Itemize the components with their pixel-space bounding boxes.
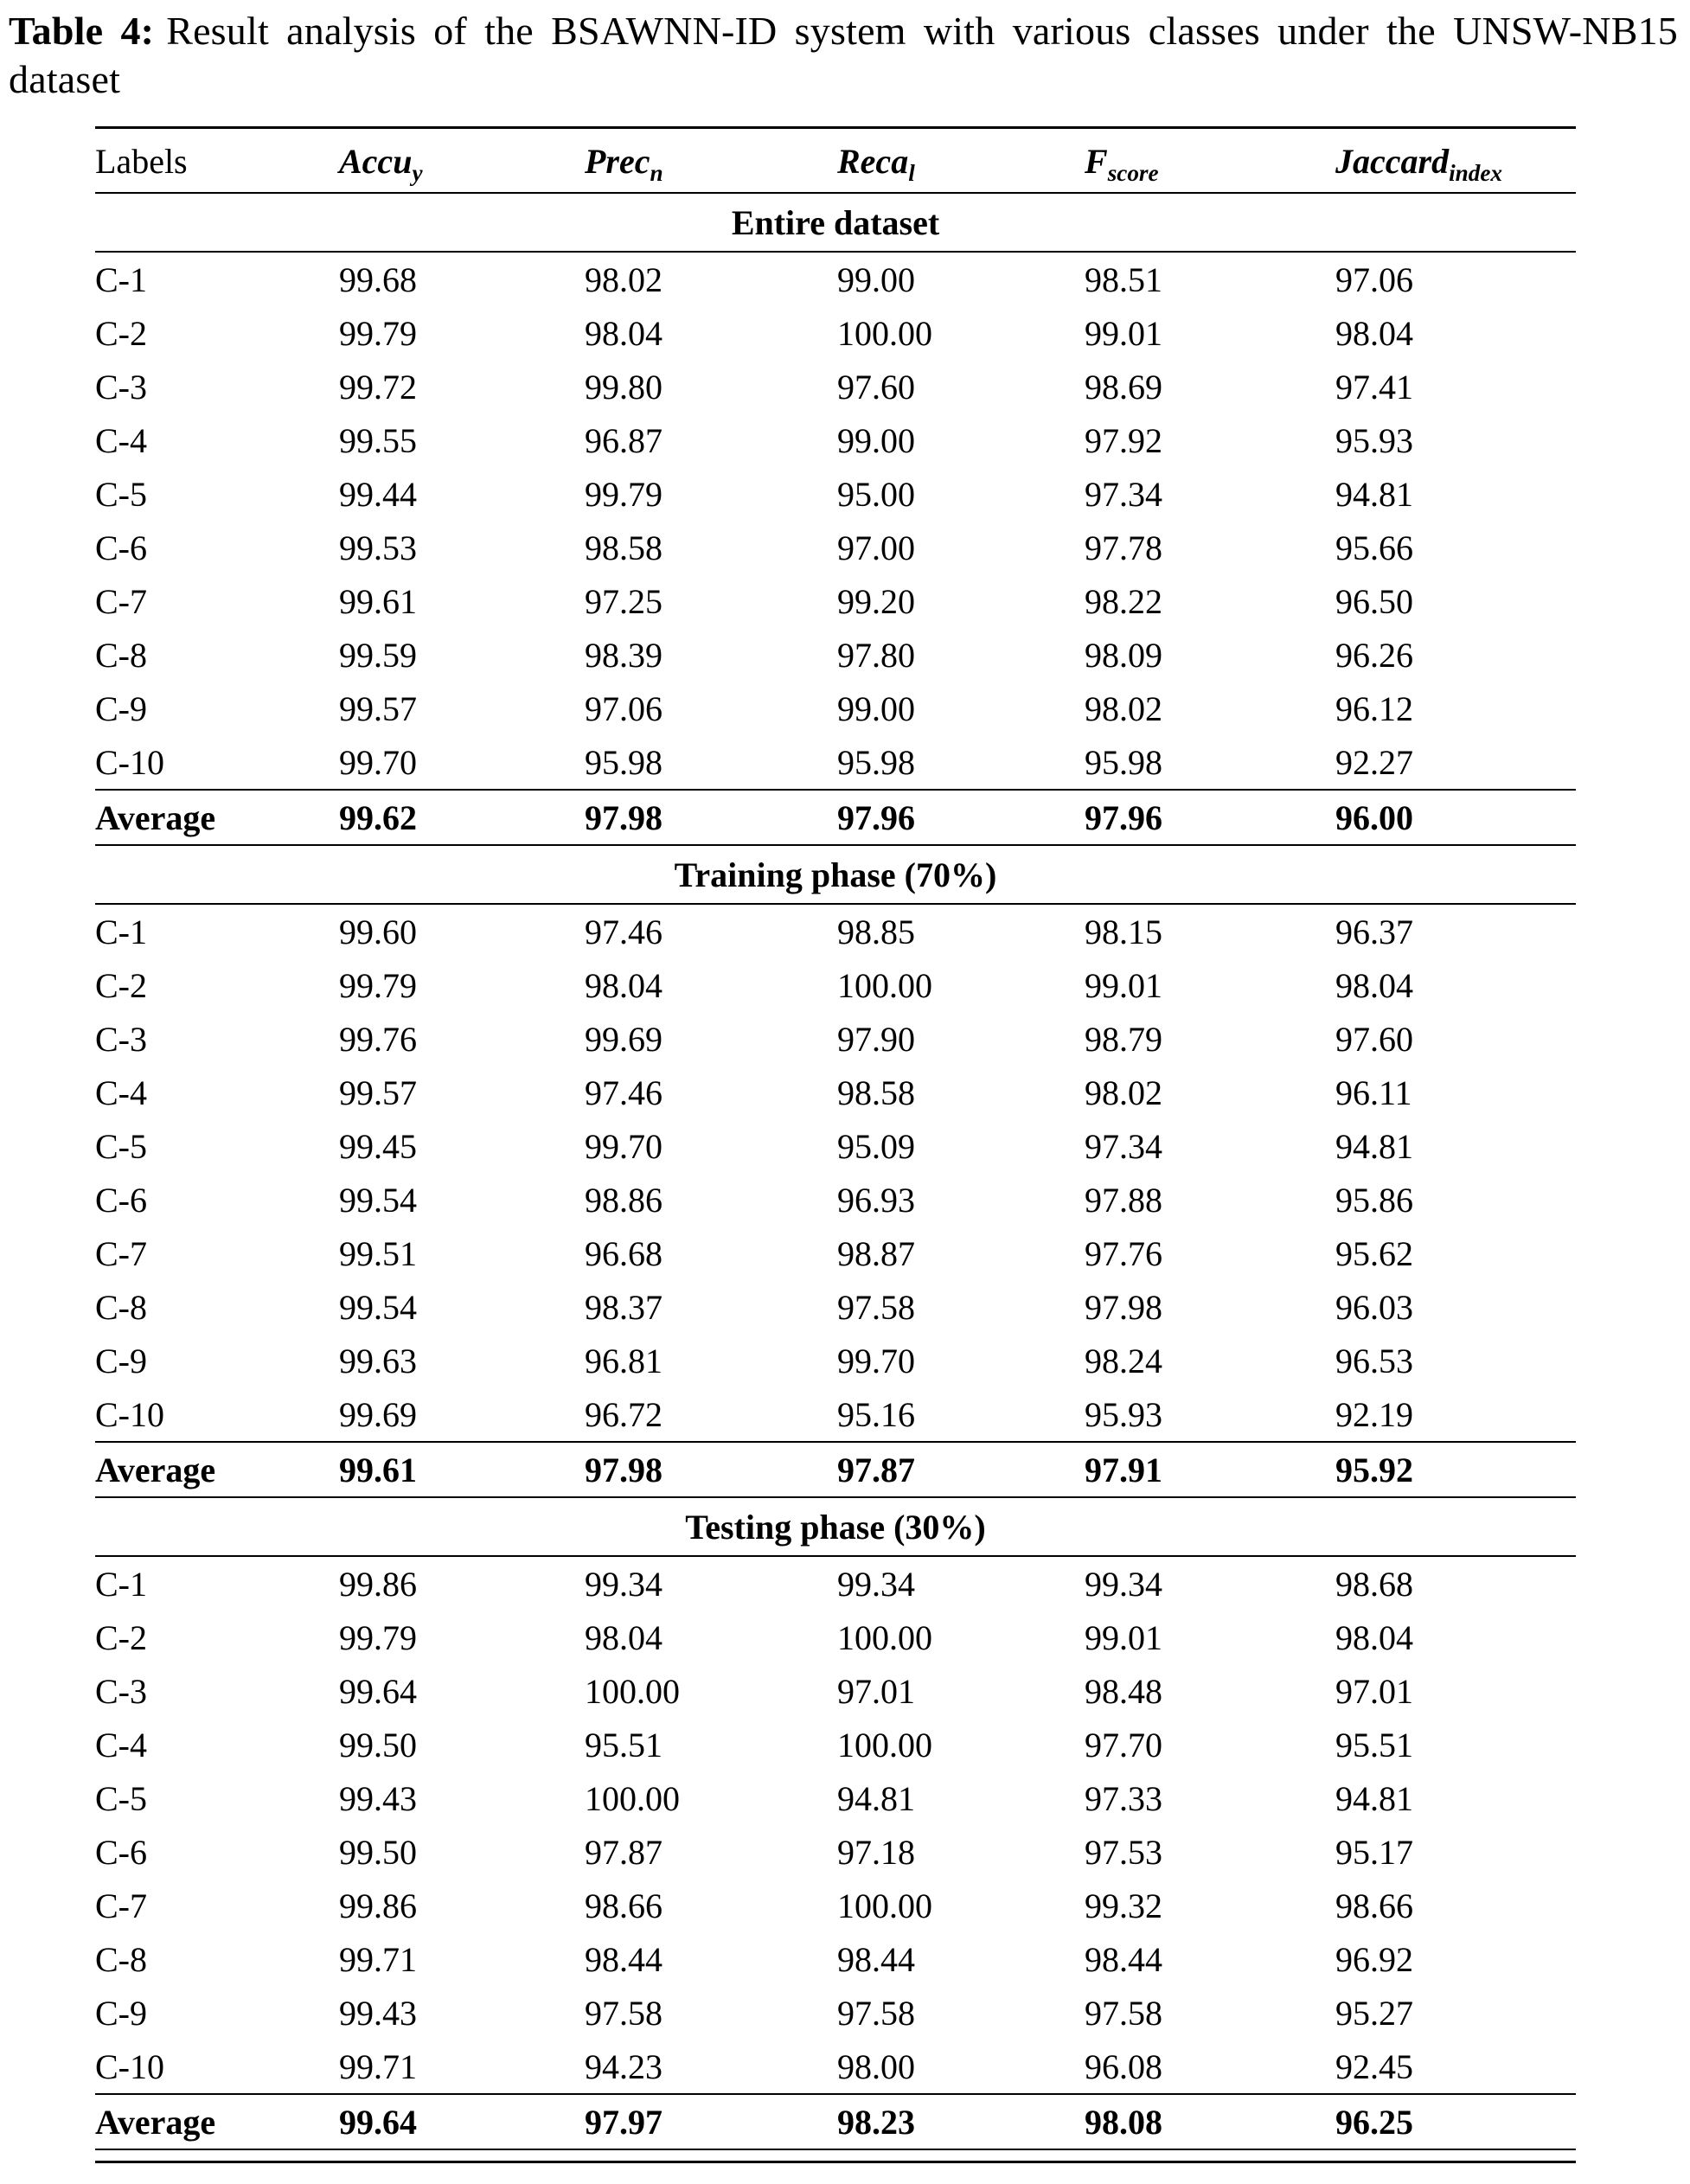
row-label: C-5	[95, 1779, 147, 1819]
cell-value: 97.46	[585, 1073, 663, 1113]
cell-value: 99.63	[339, 1342, 417, 1381]
cell-value: 99.57	[339, 689, 417, 729]
cell-value: 99.01	[1085, 1618, 1162, 1658]
cell-value: 100.00	[585, 1779, 680, 1819]
table-row	[95, 1771, 1576, 1825]
cell-value: 98.22	[1085, 582, 1162, 622]
cell-value: 95.66	[1335, 528, 1413, 568]
cell-value: 99.80	[585, 368, 663, 407]
cell-value: 97.60	[1335, 1020, 1413, 1060]
cell-value: 95.62	[1335, 1234, 1413, 1274]
cell-value: 98.51	[1085, 260, 1162, 300]
cell-value: 98.02	[1085, 689, 1162, 729]
table-caption	[9, 7, 1678, 104]
cell-value: 98.23	[837, 2103, 915, 2142]
row-label: C-4	[95, 1726, 147, 1765]
table-row	[95, 628, 1576, 682]
cell-value: 95.00	[837, 475, 915, 515]
average-row	[95, 1442, 1576, 1497]
row-label: C-1	[95, 1565, 147, 1604]
cell-value: 98.66	[585, 1886, 663, 1926]
column-header-text: Labels	[95, 142, 188, 182]
cell-value: 95.16	[837, 1395, 915, 1435]
cell-value: 99.43	[339, 1994, 417, 2033]
table-row	[95, 735, 1576, 790]
cell-value: 100.00	[837, 966, 932, 1006]
cell-value: 95.51	[585, 1726, 663, 1765]
cell-value: 98.02	[1085, 1073, 1162, 1113]
column-header-text: Accu	[339, 142, 413, 182]
cell-value: 97.06	[585, 689, 663, 729]
cell-value: 95.98	[837, 743, 915, 783]
cell-value: 99.01	[1085, 314, 1162, 354]
cell-value: 99.86	[339, 1886, 417, 1926]
cell-value: 97.90	[837, 1020, 915, 1060]
row-label: C-9	[95, 1994, 147, 2033]
cell-value: 99.00	[837, 689, 915, 729]
table-row	[95, 360, 1576, 413]
table-row	[95, 1280, 1576, 1334]
cell-value: 97.41	[1335, 368, 1413, 407]
cell-value: 99.68	[339, 260, 417, 300]
cell-value: 97.01	[837, 1672, 915, 1712]
cell-value: 96.68	[585, 1234, 663, 1274]
cell-value: 94.23	[585, 2047, 663, 2087]
cell-value: 96.08	[1085, 2047, 1162, 2087]
cell-value: 94.81	[837, 1779, 915, 1819]
cell-value: 98.85	[837, 913, 915, 952]
row-label: C-1	[95, 913, 147, 952]
cell-value: 97.87	[837, 1451, 915, 1490]
cell-value: 98.44	[837, 1940, 915, 1980]
section-title: Testing phase (30%)	[685, 1508, 986, 1547]
row-label: C-6	[95, 528, 147, 568]
row-label: C-3	[95, 1672, 147, 1712]
cell-value: 98.86	[585, 1181, 663, 1220]
table-body	[95, 193, 1576, 2149]
cell-value: 96.93	[837, 1181, 915, 1220]
row-label: C-2	[95, 966, 147, 1006]
table-caption-text: Result analysis of the BSAWNN-ID system with various classes under the UNSW-NB15 dataset	[9, 9, 1678, 102]
row-label: C-7	[95, 1234, 147, 1274]
cell-value: 98.04	[1335, 314, 1413, 354]
cell-value: 95.17	[1335, 1833, 1413, 1873]
cell-value: 97.98	[585, 798, 663, 838]
table-row	[95, 2040, 1576, 2094]
cell-value: 99.71	[339, 2047, 417, 2087]
row-label: C-5	[95, 475, 147, 515]
cell-value: 96.26	[1335, 636, 1413, 676]
row-label: C-5	[95, 1127, 147, 1167]
cell-value: 99.54	[339, 1181, 417, 1220]
cell-value: 92.27	[1335, 743, 1413, 783]
row-label: C-9	[95, 689, 147, 729]
table-row	[95, 682, 1576, 735]
cell-value: 98.87	[837, 1234, 915, 1274]
header-row	[95, 128, 1576, 194]
cell-value: 99.64	[339, 2103, 417, 2142]
cell-value: 97.70	[1085, 1726, 1162, 1765]
cell-value: 99.50	[339, 1833, 417, 1873]
table-row	[95, 1664, 1576, 1718]
cell-value: 92.45	[1335, 2047, 1413, 2087]
cell-value: 99.86	[339, 1565, 417, 1604]
row-label: C-3	[95, 368, 147, 407]
cell-value: 99.50	[339, 1726, 417, 1765]
cell-value: 100.00	[837, 1886, 932, 1926]
cell-value: 97.18	[837, 1833, 915, 1873]
cell-value: 97.58	[585, 1994, 663, 2033]
cell-value: 98.04	[1335, 966, 1413, 1006]
cell-value: 98.58	[585, 528, 663, 568]
average-row	[95, 790, 1576, 845]
cell-value: 98.39	[585, 636, 663, 676]
table-row	[95, 521, 1576, 574]
cell-value: 96.87	[585, 421, 663, 461]
cell-value: 99.43	[339, 1779, 417, 1819]
table-row	[95, 1556, 1576, 1611]
row-label: C-1	[95, 260, 147, 300]
cell-value: 99.59	[339, 636, 417, 676]
cell-value: 99.70	[837, 1342, 915, 1381]
cell-value: 98.08	[1085, 2103, 1162, 2142]
table-row	[95, 1986, 1576, 2040]
average-row	[95, 2094, 1576, 2149]
table-row	[95, 1611, 1576, 1664]
row-label: C-8	[95, 1288, 147, 1328]
cell-value: 96.00	[1335, 798, 1413, 838]
column-header-subscript: score	[1107, 160, 1159, 187]
table-row	[95, 467, 1576, 521]
cell-value: 97.78	[1085, 528, 1162, 568]
table-row	[95, 1334, 1576, 1387]
cell-value: 96.92	[1335, 1940, 1413, 1980]
table-row	[95, 1012, 1576, 1066]
cell-value: 98.68	[1335, 1565, 1413, 1604]
table-row	[95, 252, 1576, 306]
column-header-precision	[585, 128, 837, 194]
cell-value: 99.60	[339, 913, 417, 952]
table-row	[95, 958, 1576, 1012]
cell-value: 99.61	[339, 582, 417, 622]
cell-value: 99.44	[339, 475, 417, 515]
cell-value: 99.79	[339, 314, 417, 354]
cell-value: 100.00	[837, 1618, 932, 1658]
row-label: C-10	[95, 743, 164, 783]
cell-value: 98.09	[1085, 636, 1162, 676]
table-row	[95, 413, 1576, 467]
column-header-text: Prec	[585, 142, 650, 182]
cell-value: 98.66	[1335, 1886, 1413, 1926]
cell-value: 99.32	[1085, 1886, 1162, 1926]
row-label: C-6	[95, 1833, 147, 1873]
table-bottom-rule	[95, 2161, 1576, 2163]
cell-value: 97.53	[1085, 1833, 1162, 1873]
cell-value: 97.98	[585, 1451, 663, 1490]
cell-value: 99.34	[585, 1565, 663, 1604]
cell-value: 94.81	[1335, 1127, 1413, 1167]
cell-value: 99.34	[837, 1565, 915, 1604]
table-row	[95, 1825, 1576, 1879]
cell-value: 99.34	[1085, 1565, 1162, 1604]
cell-value: 99.72	[339, 368, 417, 407]
cell-value: 97.01	[1335, 1672, 1413, 1712]
cell-value: 97.88	[1085, 1181, 1162, 1220]
cell-value: 97.97	[585, 2103, 663, 2142]
cell-value: 98.04	[585, 966, 663, 1006]
cell-value: 98.00	[837, 2047, 915, 2087]
cell-value: 99.79	[585, 475, 663, 515]
column-header-text: F	[1085, 142, 1108, 182]
cell-value: 98.44	[1085, 1940, 1162, 1980]
cell-value: 96.25	[1335, 2103, 1413, 2142]
column-header-text: Jaccard	[1335, 142, 1450, 182]
cell-value: 99.69	[339, 1395, 417, 1435]
cell-value: 95.27	[1335, 1994, 1413, 2033]
section-title: Entire dataset	[731, 203, 940, 243]
section-title: Training phase (70%)	[674, 855, 997, 895]
column-header-subscript: y	[412, 160, 423, 187]
cell-value: 99.69	[585, 1020, 663, 1060]
cell-value: 100.00	[837, 1726, 932, 1765]
column-header-recall	[837, 128, 1085, 194]
row-label: C-7	[95, 582, 147, 622]
table-row	[95, 1226, 1576, 1280]
row-label: C-10	[95, 2047, 164, 2087]
cell-value: 99.57	[339, 1073, 417, 1113]
row-label: C-9	[95, 1342, 147, 1381]
cell-value: 97.80	[837, 636, 915, 676]
cell-value: 97.96	[1085, 798, 1162, 838]
row-label: Average	[95, 1451, 216, 1490]
row-label: C-8	[95, 636, 147, 676]
cell-value: 97.34	[1085, 475, 1162, 515]
table-row	[95, 1879, 1576, 1932]
section-header-row	[95, 845, 1576, 904]
cell-value: 96.11	[1335, 1073, 1412, 1113]
cell-value: 99.00	[837, 260, 915, 300]
cell-value: 96.72	[585, 1395, 663, 1435]
cell-value: 99.64	[339, 1672, 417, 1712]
cell-value: 97.96	[837, 798, 915, 838]
cell-value: 95.51	[1335, 1726, 1413, 1765]
cell-value: 98.58	[837, 1073, 915, 1113]
cell-value: 99.01	[1085, 966, 1162, 1006]
table-row	[95, 1066, 1576, 1119]
table-row	[95, 1387, 1576, 1442]
cell-value: 96.53	[1335, 1342, 1413, 1381]
cell-value: 99.70	[585, 1127, 663, 1167]
cell-value: 96.50	[1335, 582, 1413, 622]
cell-value: 97.06	[1335, 260, 1413, 300]
cell-value: 98.48	[1085, 1672, 1162, 1712]
cell-value: 95.93	[1335, 421, 1413, 461]
column-header-text: Reca	[837, 142, 909, 182]
cell-value: 97.58	[837, 1288, 915, 1328]
row-label: C-7	[95, 1886, 147, 1926]
cell-value: 99.71	[339, 1940, 417, 1980]
cell-value: 99.55	[339, 421, 417, 461]
cell-value: 99.62	[339, 798, 417, 838]
table-row	[95, 306, 1576, 360]
cell-value: 97.87	[585, 1833, 663, 1873]
cell-value: 96.12	[1335, 689, 1413, 729]
cell-value: 97.92	[1085, 421, 1162, 461]
cell-value: 95.92	[1335, 1451, 1413, 1490]
cell-value: 95.98	[1085, 743, 1162, 783]
cell-value: 99.79	[339, 966, 417, 1006]
cell-value: 92.19	[1335, 1395, 1413, 1435]
cell-value: 94.81	[1335, 475, 1413, 515]
cell-value: 97.00	[837, 528, 915, 568]
cell-value: 97.98	[1085, 1288, 1162, 1328]
cell-value: 100.00	[585, 1672, 680, 1712]
cell-value: 96.37	[1335, 913, 1413, 952]
cell-value: 94.81	[1335, 1779, 1413, 1819]
cell-value: 99.20	[837, 582, 915, 622]
cell-value: 97.34	[1085, 1127, 1162, 1167]
cell-value: 97.58	[1085, 1994, 1162, 2033]
row-label: C-4	[95, 1073, 147, 1113]
cell-value: 96.03	[1335, 1288, 1413, 1328]
column-header-subscript: l	[908, 160, 915, 187]
cell-value: 98.37	[585, 1288, 663, 1328]
cell-value: 95.86	[1335, 1181, 1413, 1220]
row-label: C-3	[95, 1020, 147, 1060]
column-header-accuracy	[339, 128, 585, 194]
cell-value: 99.54	[339, 1288, 417, 1328]
row-label: C-2	[95, 314, 147, 354]
cell-value: 98.04	[585, 314, 663, 354]
column-header-subscript: index	[1449, 160, 1503, 187]
cell-value: 99.79	[339, 1618, 417, 1658]
table-row	[95, 1718, 1576, 1771]
row-label: C-2	[95, 1618, 147, 1658]
row-label: C-4	[95, 421, 147, 461]
cell-value: 99.76	[339, 1020, 417, 1060]
cell-value: 97.58	[837, 1994, 915, 2033]
table-row	[95, 574, 1576, 628]
section-header-row	[95, 193, 1576, 252]
cell-value: 97.46	[585, 913, 663, 952]
cell-value: 98.02	[585, 260, 663, 300]
table-caption-label: Table 4:	[9, 9, 155, 53]
cell-value: 97.33	[1085, 1779, 1162, 1819]
cell-value: 97.60	[837, 368, 915, 407]
cell-value: 95.93	[1085, 1395, 1162, 1435]
cell-value: 98.24	[1085, 1342, 1162, 1381]
cell-value: 99.53	[339, 528, 417, 568]
cell-value: 98.04	[1335, 1618, 1413, 1658]
cell-value: 97.25	[585, 582, 663, 622]
row-label: C-8	[95, 1940, 147, 1980]
cell-value: 95.09	[837, 1127, 915, 1167]
row-label: Average	[95, 2103, 216, 2142]
table-row	[95, 904, 1576, 958]
cell-value: 99.51	[339, 1234, 417, 1274]
column-header-subscript: n	[650, 160, 663, 187]
column-header-fscore	[1085, 128, 1335, 194]
cell-value: 98.15	[1085, 913, 1162, 952]
cell-value: 97.76	[1085, 1234, 1162, 1274]
cell-value: 98.44	[585, 1940, 663, 1980]
row-label: C-10	[95, 1395, 164, 1435]
cell-value: 99.00	[837, 421, 915, 461]
cell-value: 100.00	[837, 314, 932, 354]
cell-value: 99.70	[339, 743, 417, 783]
cell-value: 98.69	[1085, 368, 1162, 407]
table-row	[95, 1119, 1576, 1173]
column-header-labels	[95, 128, 339, 194]
cell-value: 95.98	[585, 743, 663, 783]
cell-value: 99.45	[339, 1127, 417, 1167]
table-row	[95, 1173, 1576, 1226]
column-header-jaccard	[1335, 128, 1576, 194]
cell-value: 96.81	[585, 1342, 663, 1381]
results-table	[95, 126, 1576, 2150]
row-label: Average	[95, 798, 216, 838]
section-header-row	[95, 1497, 1576, 1556]
cell-value: 98.04	[585, 1618, 663, 1658]
cell-value: 99.61	[339, 1451, 417, 1490]
cell-value: 97.91	[1085, 1451, 1162, 1490]
cell-value: 98.79	[1085, 1020, 1162, 1060]
table-row	[95, 1932, 1576, 1986]
row-label: C-6	[95, 1181, 147, 1220]
